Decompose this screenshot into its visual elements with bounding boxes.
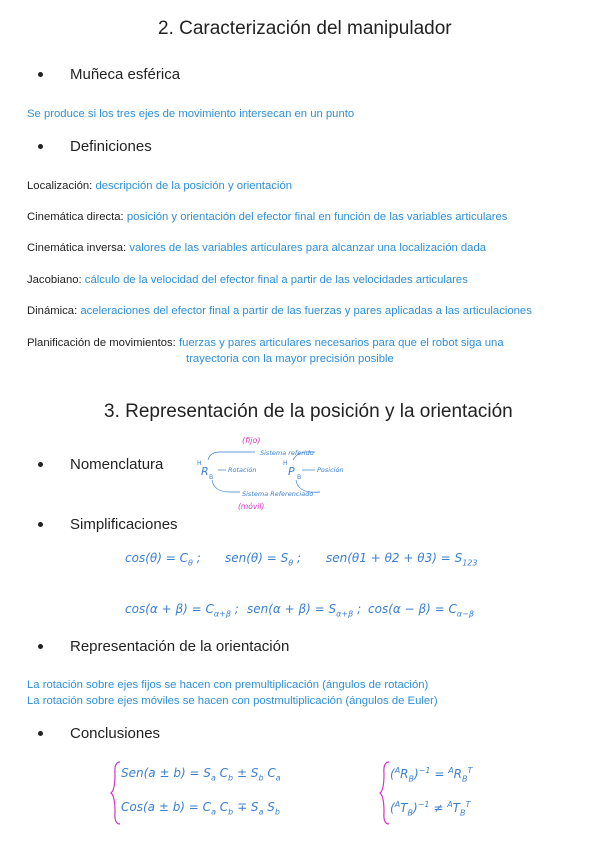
definition-cinematica-inversa (27, 242, 486, 254)
formula-tail: ; (293, 551, 302, 565)
bullet-dot (38, 644, 43, 649)
formula-sub: a (210, 773, 216, 783)
definition-value: valores de las variables articulares para alcanzar una localización dada (129, 242, 487, 254)
formula-sub: B (460, 808, 466, 818)
bullet-label: Simplificaciones (70, 516, 178, 533)
bullet-label: Definiciones (70, 138, 152, 155)
formula-sub: B (408, 774, 415, 784)
sistema-referenciado-label: Sistema Referenciado (242, 490, 314, 498)
fijo-label: (fijo) (242, 436, 261, 445)
formula-text: R (400, 767, 409, 781)
formula-text: ( (390, 767, 395, 781)
formula-text: C (215, 766, 229, 780)
definition-value: cálculo de la velocidad del efector final a partir de las velocidades articulares (84, 274, 468, 286)
definition-localizacion (27, 180, 292, 192)
definition-term: Jacobiano: (27, 274, 82, 286)
definition-term: Dinámica: (27, 305, 78, 317)
definition-jacobiano (27, 274, 468, 286)
formula-text: C (263, 766, 276, 780)
bullet-representacion-orientacion (38, 638, 289, 655)
formula-sub: b (274, 807, 280, 817)
posicion-label: Posición (317, 466, 344, 474)
formula-sup: T (465, 800, 471, 809)
formula-sup: A (448, 766, 454, 775)
formula-cos-alpha-minus-beta (368, 602, 474, 618)
formula-sup: A (447, 800, 453, 809)
left-sub: B (209, 474, 214, 481)
left-sup: H (197, 460, 202, 467)
formula-rest: 1 + θ2 + θ3) = S (359, 551, 463, 565)
conclusion-sen-identity (121, 766, 281, 782)
formula-tail: ; (353, 602, 362, 616)
formula-sub: 123 (462, 558, 478, 568)
muneca-description: Se produce si los tres ejes de movimiento intersecan en un punto (27, 108, 355, 120)
bullet-nomenclatura (38, 456, 163, 473)
representacion-line-1: La rotación sobre ejes fijos se hacen con premultiplicación (ángulos de rotación) (27, 679, 429, 691)
formula-sub: α+β (213, 609, 231, 619)
formula-sub: θ (187, 558, 193, 568)
bullet-simplificaciones (38, 516, 178, 533)
section-2-title: 2. Caracterización del manipulador (158, 18, 452, 39)
sistema-referido-label: Sistema referido (260, 449, 314, 457)
nomenclature-diagram (190, 432, 360, 514)
formula-cos-alpha-plus-beta (125, 602, 239, 618)
definition-planificacion (27, 337, 504, 349)
conclusion-rotation-inverse (390, 766, 472, 783)
definition-planificacion-cont (186, 353, 394, 365)
formula-tail: ; (230, 602, 239, 616)
representacion-line-2: La rotación sobre ejes móviles se hacen con postmultiplicación (ángulos de Euler) (27, 695, 438, 707)
formula-sub: B (462, 774, 468, 784)
formula-text: T (400, 801, 408, 815)
formula-text: S (263, 800, 275, 814)
conclusion-cos-identity (121, 800, 280, 816)
bullet-conclusiones (38, 725, 160, 742)
bullet-dot (38, 731, 43, 736)
bullet-dot (38, 462, 43, 467)
formula-text: Sen(a ± b) = S (121, 766, 211, 780)
formula-sub: b (228, 773, 234, 783)
definition-term: Cinemática directa: (27, 211, 124, 223)
formula-sen-sum (326, 551, 477, 567)
definition-value: fuerzas y pares articulares necesarios para que el robot siga una (178, 337, 504, 349)
formula-sup: −1 (418, 766, 431, 775)
bullet-definiciones (38, 138, 152, 155)
bullet-dot (38, 144, 43, 149)
formula-sub: a (275, 773, 281, 783)
formula-sup: T (467, 766, 473, 775)
formula-sen-theta (225, 551, 301, 567)
definition-value: trayectoria con la mayor precisión posible (186, 353, 394, 365)
formula-text: ) (413, 801, 418, 815)
definition-value: aceleraciones del efector final a partir de las fuerzas y pares aplicadas a las articulaciones (80, 305, 532, 317)
formula-text: T (452, 801, 461, 815)
formula-sup: A (394, 800, 401, 809)
formula-sub: θ (288, 558, 294, 568)
formula-text: ± S (233, 766, 259, 780)
formula-sub: α−β (456, 609, 474, 619)
formula-text: ( (390, 801, 395, 815)
formula-tail: ; (192, 551, 201, 565)
arrow-left-bottom (212, 480, 240, 492)
formula-sup: −1 (417, 800, 430, 809)
definition-value: posición y orientación del efector final en función de las variables articulares (126, 211, 508, 223)
formula-sen-alpha-plus-beta (247, 602, 361, 618)
formula-sub: B (407, 808, 414, 818)
conclusion-transform-inverse (390, 800, 470, 817)
formula-text: sen(θ (326, 551, 360, 565)
definition-dinamica (27, 305, 532, 317)
bullet-label: Conclusiones (70, 725, 161, 742)
formula-sub: b (258, 773, 264, 783)
left-main: R (201, 465, 209, 478)
formula-text: cos(α + β) = C (125, 602, 214, 616)
formula-text: = (430, 767, 449, 781)
formula-sup: A (394, 766, 401, 775)
formula-text: Cos(a ± b) = C (121, 800, 212, 814)
formula-text: ∓ S (233, 800, 259, 814)
formula-text: cos(α − β) = C (368, 602, 457, 616)
rotacion-label: Rotación (228, 466, 257, 474)
definition-term: Planificación de movimientos: (27, 337, 176, 349)
bullet-muneca-esferica (38, 66, 180, 83)
formula-text: R (453, 767, 463, 781)
definition-value: descripción de la posición y orientación (95, 180, 293, 192)
bullet-dot (38, 72, 43, 77)
bullet-label: Representación de la orientación (70, 638, 290, 655)
right-sub: B (297, 474, 302, 481)
arrow-left-top (208, 452, 255, 460)
formula-text: ) (414, 767, 419, 781)
formula-text: sen(α + β) = S (247, 602, 337, 616)
formula-text: cos(θ) = C (125, 551, 188, 565)
formula-sub: α+β (336, 609, 354, 619)
formula-sub: a (258, 807, 264, 817)
right-sup: H (283, 460, 288, 467)
formula-sub: b (228, 807, 234, 817)
definition-term: Cinemática inversa: (27, 242, 127, 254)
section-3-title: 3. Representación de la posición y la orientación (104, 401, 513, 422)
bullet-dot (38, 522, 43, 527)
formula-text: C (215, 800, 229, 814)
formula-sub: a (211, 807, 216, 817)
definition-cinematica-directa (27, 211, 507, 223)
bullet-label: Nomenclatura (70, 456, 164, 473)
formula-text: sen(θ) = S (225, 551, 289, 565)
movil-label: (móvil) (238, 502, 265, 511)
formula-text: ≠ (429, 801, 448, 815)
definition-term: Localización: (27, 180, 93, 192)
bullet-label: Muñeca esférica (70, 66, 181, 83)
formula-cos-theta (125, 551, 201, 567)
right-main: P (288, 465, 295, 478)
